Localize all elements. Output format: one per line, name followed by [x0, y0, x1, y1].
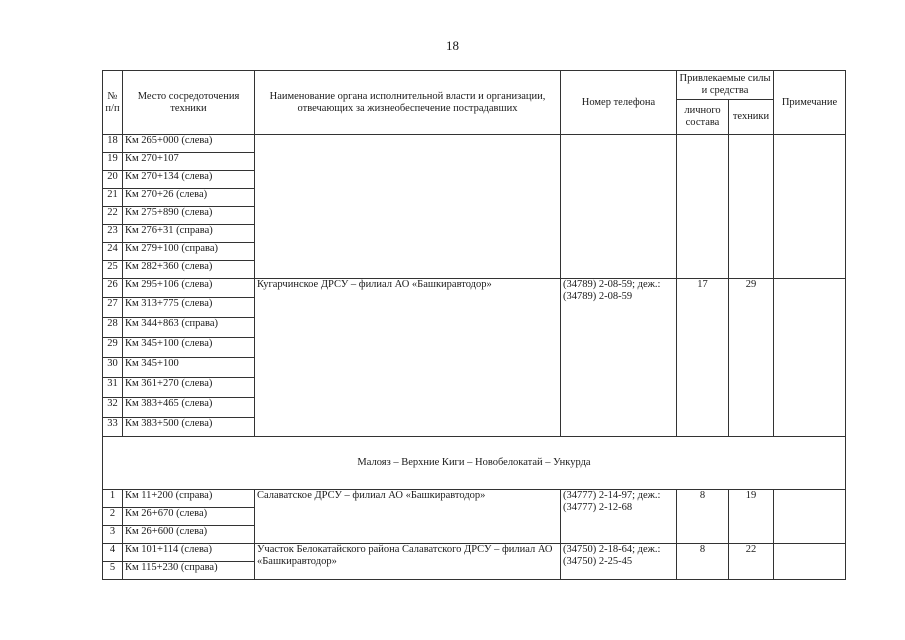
header-note: Примечание	[774, 71, 846, 135]
table-row	[103, 135, 846, 153]
org-cell: Салаватское ДРСУ – филиал АО «Башкиравтодор»	[255, 490, 561, 544]
row-num: 20	[103, 171, 123, 189]
row-place: Км 11+200 (справа)	[123, 490, 255, 508]
note-cell	[774, 135, 846, 279]
row-num: 23	[103, 225, 123, 243]
row-num: 33	[103, 418, 123, 437]
org-cell: Участок Белокатайского района Салаватского ДРСУ – филиал АО «Башкиравтодор»	[255, 544, 561, 580]
row-place: Км 279+100 (справа)	[123, 243, 255, 261]
row-place: Км 270+134 (слева)	[123, 171, 255, 189]
row-place: Км 344+863 (справа)	[123, 318, 255, 338]
phone-cell: (34750) 2-18-64; деж.: (34750) 2-25-45	[561, 544, 677, 580]
org-cell	[255, 135, 561, 279]
row-num: 32	[103, 398, 123, 418]
row-place: Км 361+270 (слева)	[123, 378, 255, 398]
note-cell	[774, 490, 846, 544]
row-num: 2	[103, 508, 123, 526]
row-place: Км 270+107	[123, 153, 255, 171]
personnel-cell: 17	[677, 279, 729, 437]
header-place: Место сосредоточения техники	[123, 71, 255, 135]
row-num: 19	[103, 153, 123, 171]
row-place: Км 270+26 (слева)	[123, 189, 255, 207]
row-num: 3	[103, 526, 123, 544]
header-row	[103, 71, 846, 100]
header-org: Наименование органа исполнительной власти и организации, отвечающих за жизнеобеспечение пострадавших	[255, 71, 561, 135]
equipment-cell: 22	[729, 544, 774, 580]
personnel-cell: 8	[677, 544, 729, 580]
row-num: 30	[103, 358, 123, 378]
row-place: Км 345+100	[123, 358, 255, 378]
row-place: Км 26+600 (слева)	[123, 526, 255, 544]
note-cell	[774, 544, 846, 580]
page-number: 18	[446, 38, 459, 53]
note-cell	[774, 279, 846, 437]
header-num: № п/п	[103, 71, 123, 135]
row-num: 26	[103, 279, 123, 298]
row-place: Км 275+890 (слева)	[123, 207, 255, 225]
equipment-cell: 29	[729, 279, 774, 437]
row-num: 25	[103, 261, 123, 279]
row-num: 27	[103, 298, 123, 318]
row-num: 5	[103, 562, 123, 580]
row-num: 21	[103, 189, 123, 207]
table-row	[103, 279, 846, 298]
row-place: Км 282+360 (слева)	[123, 261, 255, 279]
row-place: Км 383+500 (слева)	[123, 418, 255, 437]
header-phone: Номер телефона	[561, 71, 677, 135]
phone-cell: (34777) 2-14-97; деж.: (34777) 2-12-68	[561, 490, 677, 544]
row-num: 29	[103, 338, 123, 358]
header-equipment: техники	[729, 100, 774, 135]
section-row	[103, 437, 846, 490]
equipment-table	[102, 70, 846, 580]
row-num: 31	[103, 378, 123, 398]
table-row	[103, 544, 846, 562]
row-place: Км 26+670 (слева)	[123, 508, 255, 526]
phone-cell: (34789) 2-08-59; деж.: (34789) 2-08-59	[561, 279, 677, 437]
personnel-cell: 8	[677, 490, 729, 544]
row-place: Км 345+100 (слева)	[123, 338, 255, 358]
org-cell: Кугарчинское ДРСУ – филиал АО «Башкиравтодор»	[255, 279, 561, 437]
table-row	[103, 490, 846, 508]
header-forces: Привлекаемые силы и средства	[677, 71, 774, 100]
personnel-cell	[677, 135, 729, 279]
row-place: Км 265+000 (слева)	[123, 135, 255, 153]
row-num: 1	[103, 490, 123, 508]
phone-cell	[561, 135, 677, 279]
equipment-cell	[729, 135, 774, 279]
row-num: 28	[103, 318, 123, 338]
header-personnel: личного состава	[677, 100, 729, 135]
row-place: Км 276+31 (справа)	[123, 225, 255, 243]
row-num: 4	[103, 544, 123, 562]
row-place: Км 115+230 (справа)	[123, 562, 255, 580]
equipment-cell: 19	[729, 490, 774, 544]
row-place: Км 101+114 (слева)	[123, 544, 255, 562]
row-place: Км 295+106 (слева)	[123, 279, 255, 298]
row-num: 18	[103, 135, 123, 153]
row-place: Км 313+775 (слева)	[123, 298, 255, 318]
row-num: 22	[103, 207, 123, 225]
row-num: 24	[103, 243, 123, 261]
row-place: Км 383+465 (слева)	[123, 398, 255, 418]
section-title: Малояз – Верхние Киги – Новобелокатай – Ункурда	[103, 437, 846, 490]
